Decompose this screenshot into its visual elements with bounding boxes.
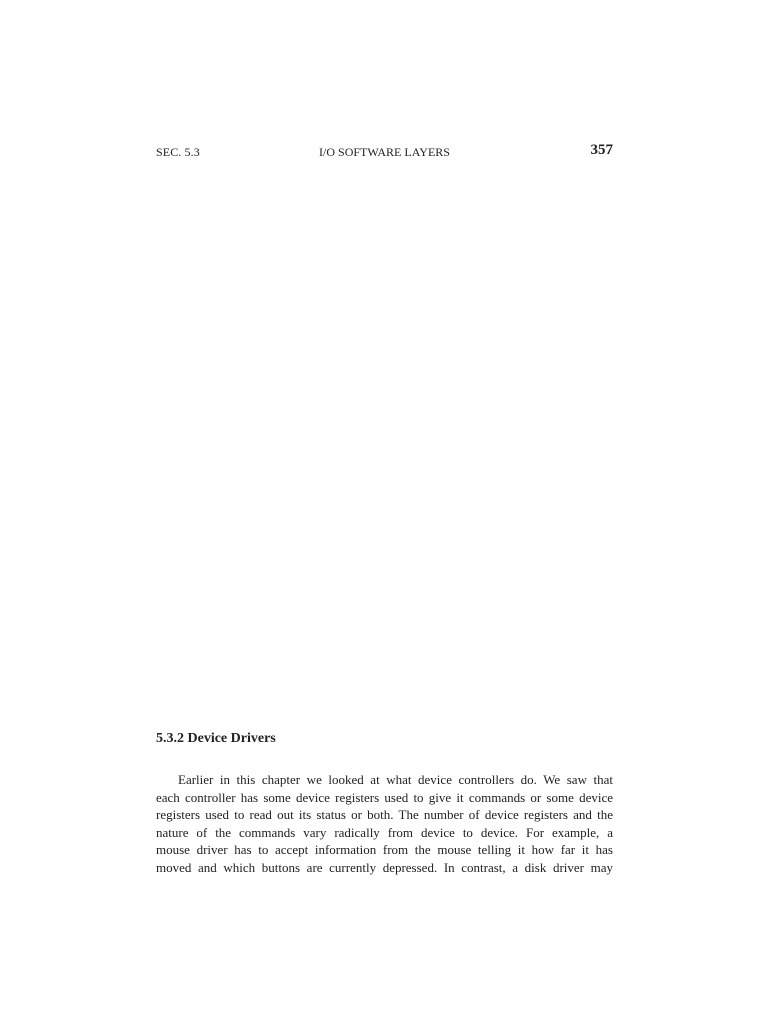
paragraph-line: moved and which buttons are currently depressed. In contrast, a disk driver may xyxy=(156,859,613,875)
section-heading: 5.3.2 Device Drivers xyxy=(156,731,276,746)
paragraph-line: registers used to read out its status or both. The number of device registers and the xyxy=(156,807,613,823)
page-number: 357 xyxy=(590,142,613,158)
paragraph-line: nature of the commands vary radically from device to device. For example, a xyxy=(156,824,613,840)
paragraph-line: mouse driver has to accept information from the mouse telling it how far it has xyxy=(156,842,613,858)
running-header xyxy=(156,142,613,165)
chapter-title: I/O SOFTWARE LAYERS xyxy=(319,145,450,159)
section-number: SEC. 5.3 xyxy=(156,145,200,159)
paragraph-line: Earlier in this chapter we looked at what device controllers do. We saw that xyxy=(178,772,613,787)
paragraph-line: each controller has some device registers used to give it commands or some device xyxy=(156,789,613,805)
body-paragraph xyxy=(156,771,613,877)
